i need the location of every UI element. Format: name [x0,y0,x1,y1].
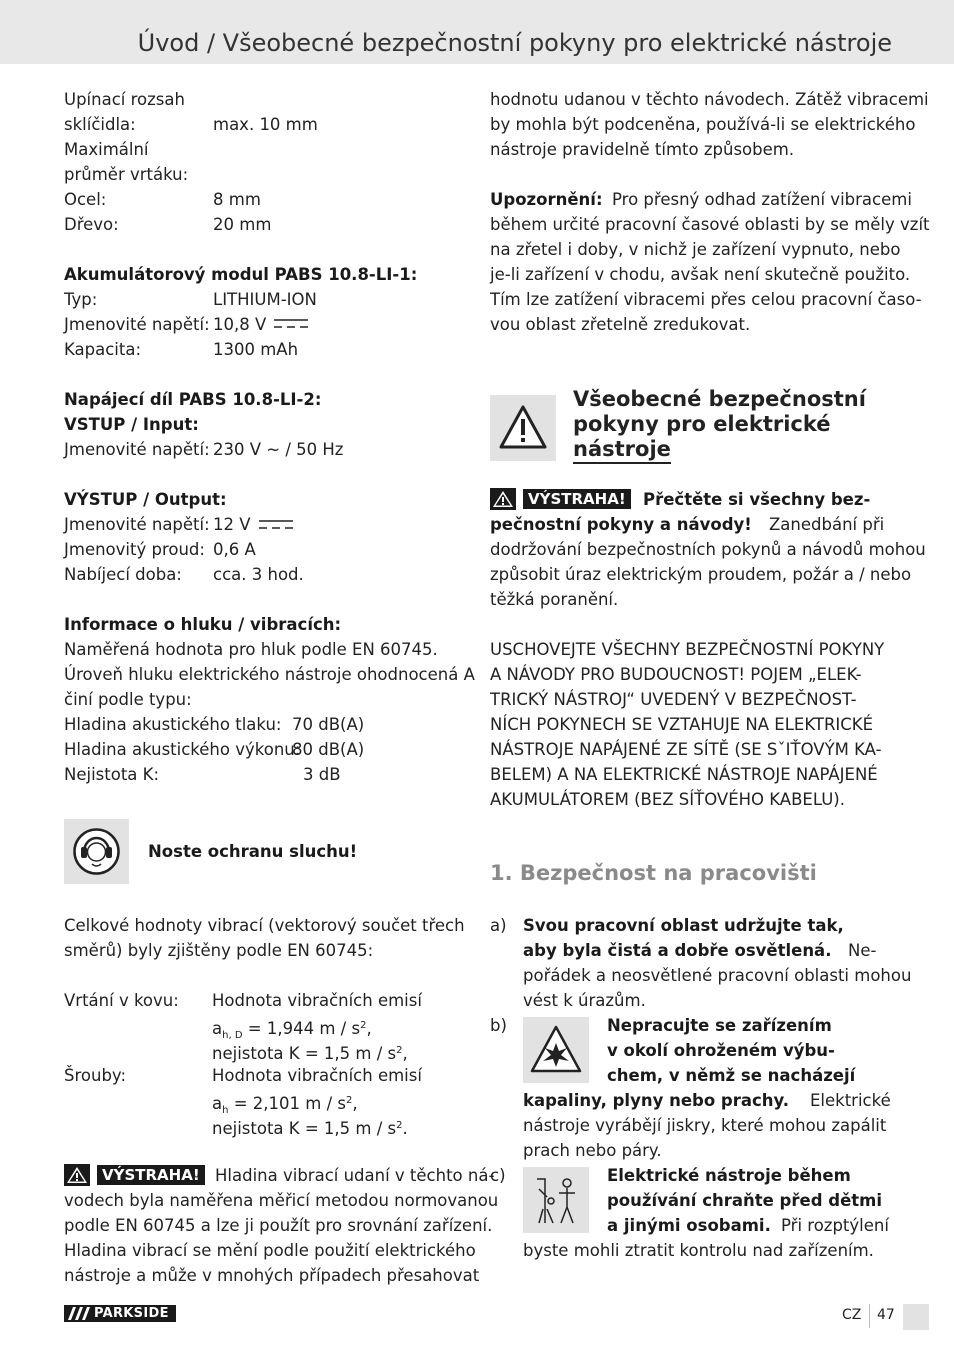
caps-line: A NÁVODY PRO BUDOUCNOST! POJEM „ELEK- [490,665,862,684]
psu-input-heading: VSTUP / Input: [64,415,199,434]
body-line: Naměřená hodnota pro hluk podle EN 60745. [64,640,438,659]
spec-value: 230 V ~ / 50 Hz [213,440,344,459]
output-heading: VÝSTUP / Output: [64,490,227,509]
notice-line: Pro přesný odhad zatížení vibracemi [612,190,912,209]
drill-uncertainty-line: nejistota K = 1,5 m / $s^2$, [212,1044,408,1063]
spec-label: Maximální [64,140,149,159]
spec-label: Typ: [64,290,98,309]
warning-line: podle EN 60745 a lze ji použít pro srovnání zařízení. [64,1216,493,1235]
caps-line: USCHOVEJTE VŠECHNY BEZPEČNOSTNÍ POKYNY [490,640,885,659]
warning-line: těžká poranění. [490,590,619,609]
spec-label: Jmenovitý proud: [64,540,205,559]
notice-line: je-li zařízení v chodu, avšak není skutečně použito. [490,265,911,284]
spec-value: 8 mm [213,190,261,209]
warning-line: dodržování bezpečnostních pokynů a návodů mohou [490,540,926,559]
spec-label: Nabíjecí doba: [64,565,182,584]
noise-heading: Informace o hluku / vibracích: [64,615,342,634]
item-text: Ne- [848,941,877,960]
body-line: Úroveň hluku elektrického nástroje ohodnocená A [64,665,475,684]
item-marker: b) [490,1016,507,1035]
warning-section-icon [490,395,556,461]
item-text: Elektrické [810,1091,891,1110]
notice-label: Upozornění: [490,190,603,209]
body-line: nástroje pravidelně tímto způsobem. [490,140,795,159]
spec-label: Ocel: [64,190,107,209]
battery-heading: Akumulátorový modul PABS 10.8-LI-1: [64,265,418,284]
page-marker [903,1304,929,1330]
caps-line: AKUMULÁTOREM (BEZ SÍŤOVÉHO KABELU). [490,790,845,809]
warning-line: Hladina vibrací se mění podle použití elektrického [64,1241,476,1260]
dc-symbol-icon [259,519,293,531]
screw-value-line: $a_h = 2,101$ m / $s^2$, [212,1094,358,1116]
page-title: Úvod / Všeobecné bezpečnostní pokyny pro elektrické nástroje [137,29,892,57]
footer-divider [869,1304,870,1328]
drill-line: Hodnota vibračních emisí [212,991,422,1010]
subsection-title: 1. Bezpečnost na pracovišti [490,861,817,885]
spec-label: Kapacita: [64,340,142,359]
item-bold: používání chraňte před dětmi [607,1191,882,1210]
spec-label: Upínací rozsah [64,90,185,109]
page-header [0,0,954,64]
warning-line: způsobit úraz elektrickým proudem, požár a / nebo [490,565,912,584]
warning-bold: Přečtěte si všechny bez- [643,490,871,509]
noise-value: 3 dB [303,765,341,784]
ear-protection-text: Noste ochranu sluchu! [148,842,358,861]
psu-heading: Napájecí díl PABS 10.8-LI-2: [64,390,322,409]
explosion-hazard-icon [523,1017,589,1083]
body-line: Celkové hodnoty vibrací (vektorový součet třech [64,916,465,935]
item-text: vést k úrazům. [523,991,646,1010]
item-bold: a jinými osobami. [607,1216,771,1235]
item-bold: aby byla čistá a dobře osvětlená. [523,941,832,960]
spec-value: LITHIUM-ION [213,290,317,309]
section-title-line: pokyny pro elektrické [573,412,831,436]
spec-label: Jmenovité napětí: [64,440,210,459]
spec-label: Jmenovité napětí: [64,315,210,334]
spec-value: 0,6 A [213,540,256,559]
notice-line: vou oblast zřetelně zredukovat. [490,315,751,334]
caps-line: BELEM) A NA ELEKTRICKÉ NÁSTROJE NAPÁJENÉ [490,765,878,784]
warning-triangle-icon [64,1164,90,1186]
caps-line: NÁSTROJE NAPÁJENÉ ZE SÍTĚ (SE SˇIŤOVÝM KA- [490,740,882,759]
ear-protection-icon [64,819,129,884]
spec-label: sklíčidla: [64,115,136,134]
spec-label: Dřevo: [64,215,119,234]
item-bold: chem, v němž se nacházejí [607,1066,856,1085]
screw-uncertainty-line: nejistota K = 1,5 m / $s^2$. [212,1119,408,1138]
screw-label: Šrouby: [64,1066,127,1085]
noise-label: Hladina akustického tlaku: [64,715,282,734]
caps-line: NÍCH POKYNECH SE VZTAHUJE NA ELEKTRICKÉ [490,715,874,734]
screw-line: Hodnota vibračních emisí [212,1066,422,1085]
warning-triangle-icon [490,488,516,510]
spec-label: Jmenovité napětí: [64,515,210,534]
item-text: byste mohli ztratit kontrolu nad zařízením. [523,1241,874,1260]
item-text: prach nebo páry. [523,1141,662,1160]
item-marker: a) [490,916,507,935]
warning-text: Zanedbání při [769,515,885,534]
spec-value: cca. 3 hod. [213,565,304,584]
warning-badge: VÝSTRAHA! [97,1165,205,1185]
item-text: Při rozptýlení [781,1216,889,1235]
language-code: CZ [842,1307,862,1323]
body-line: by mohla být podceněna, používá-li se elektrického [490,115,916,134]
item-bold: Svou pracovní oblast udržujte tak, [523,916,844,935]
item-bold: Nepracujte se zařízením [607,1016,832,1035]
item-bold: v okolí ohroženém výbu- [607,1041,835,1060]
drill-value-line: $a_{h, D} = 1,944$ m / $s^2$, [212,1019,372,1041]
page-number: 47 [877,1307,895,1323]
spec-value: max. 10 mm [213,115,318,134]
noise-value: 70 dB(A) [292,715,365,734]
item-text: nástroje vyrábějí jiskry, které mohou zapálit [523,1116,887,1135]
notice-line: během určité pracovní časové oblasti by se měly vzít [490,215,930,234]
spec-label: průměr vrtáku: [64,165,189,184]
warning-line: vodech byla naměřena měřicí metodou normovanou [64,1191,499,1210]
body-line: činí podle typu: [64,690,192,709]
section-title-line: nástroje [573,437,671,464]
spec-value: 12 V [213,515,251,534]
body-line: hodnotu udanou v těchto návodech. Zátěž vibracemi [490,90,929,109]
section-title-line: Všeobecné bezpečnostní [573,387,866,411]
caps-line: TRICKÝ NÁSTROJ“ UVEDENÝ V BEZPEČNOST- [490,690,857,709]
body-line: směrů) byly zjištěny podle EN 60745: [64,941,374,960]
warning-line: nástroje a může v mnohých případech přesahovat [64,1266,480,1285]
warning-line: Hladina vibrací udaní v těchto ná- [215,1166,495,1185]
item-bold: Elektrické nástroje během [607,1166,851,1185]
noise-value: 80 dB(A) [292,740,365,759]
drill-label: Vrtání v kovu: [64,991,179,1010]
spec-value: 20 mm [213,215,272,234]
notice-line: Tím lze zatížení vibracemi přes celou pracovní časo- [490,290,922,309]
parkside-logo [64,1305,176,1322]
item-text: pořádek a neosvětlené pracovní oblasti mohou [523,966,912,985]
notice-line: na zřetel i doby, v nichž je zařízení vypnuto, nebo [490,240,901,259]
noise-label: Hladina akustického výkonu: [64,740,301,759]
spec-value: 1300 mAh [213,340,299,359]
dc-symbol-icon [274,318,308,330]
warning-badge: VÝSTRAHA! [523,489,631,509]
brand-name: PARKSIDE [94,1306,169,1321]
warning-bold: pečnostní pokyny a návody! [490,515,752,534]
keep-children-away-icon [523,1167,589,1233]
noise-label: Nejistota K: [64,765,160,784]
item-marker: c) [490,1166,506,1185]
spec-value: 10,8 V [213,315,267,334]
item-bold: kapaliny, plyny nebo prachy. [523,1091,790,1110]
